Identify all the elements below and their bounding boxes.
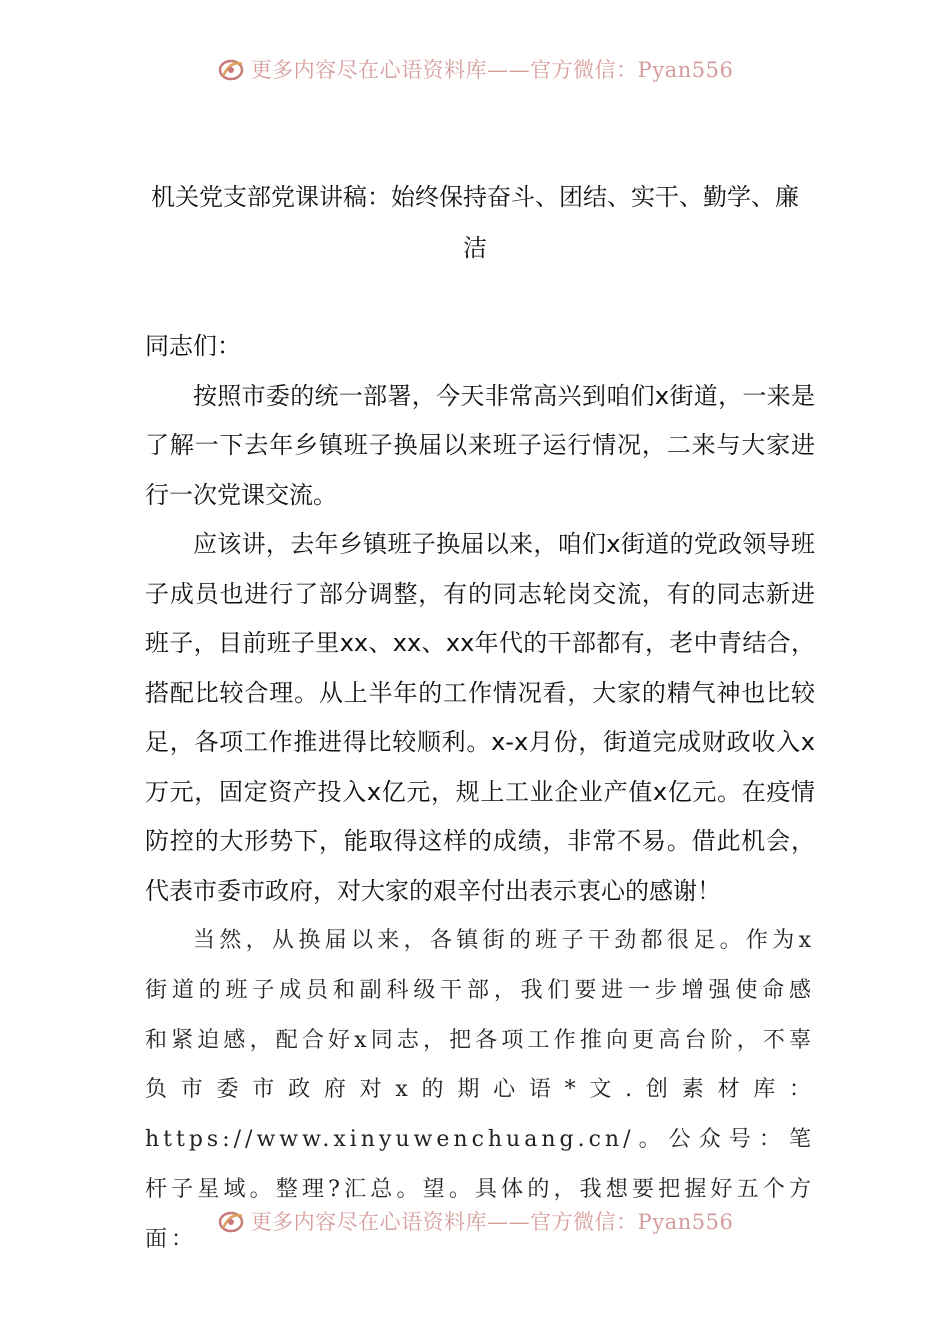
salutation: 同志们： — [145, 332, 241, 360]
document-title: 机关党支部党课讲稿：始终保持奋斗、团结、实干、勤学、廉洁 — [151, 183, 799, 262]
paragraph-1: 按照市委的统一部署，今天非常高兴到咱们x街道，一来是了解一下去年乡镇班子换届以来班子运行情况，二来与大家进行一次党课交流。 — [145, 381, 815, 509]
watermark-footer — [0, 1204, 950, 1238]
document-body — [145, 322, 815, 1265]
gold-coin-logo-icon — [217, 1208, 247, 1234]
paragraph-2: 应该讲，去年乡镇班子换届以来，咱们x街道的党政领导班子成员也进行了部分调整，有的同志轮岗交流，有的同志新进班子，目前班子里xx、xx、xx年代的干部都有，老中青结合，搭配比较合理。从上半年的工作情况看，大家的精气神也比较足，各项工作推进得比较顺利。x-x月份，街道完成财政收入x万元，固定资产投入x亿元，规上工业企业产值x亿元。在疫情防控的大形势下，能取得这样的成绩，非常不易。借此机会，代表市委市政府，对大家的艰辛付出表示衷心的感谢！ — [145, 530, 815, 905]
gold-coin-logo-icon — [217, 56, 247, 82]
watermark-text: 更多内容尽在心语资料库——官方微信：Pyan556 — [250, 58, 734, 82]
watermark-header — [0, 52, 950, 86]
watermark-text: 更多内容尽在心语资料库——官方微信：Pyan556 — [250, 1210, 734, 1234]
paragraph-3: 当然，从换届以来，各镇街的班子干劲都很足。作为x街道的班子成员和副科级干部，我们要进一步增强使命感和紧迫感，配合好x同志，把各项工作推向更高台阶，不辜负市委市政府对x的期心语*文.创素材库：https://www.xinyuwenchuang.cn/。公众号：笔杆子星域。整理?汇总。望。具体的，我想要把握好五个方面： — [145, 928, 815, 1252]
